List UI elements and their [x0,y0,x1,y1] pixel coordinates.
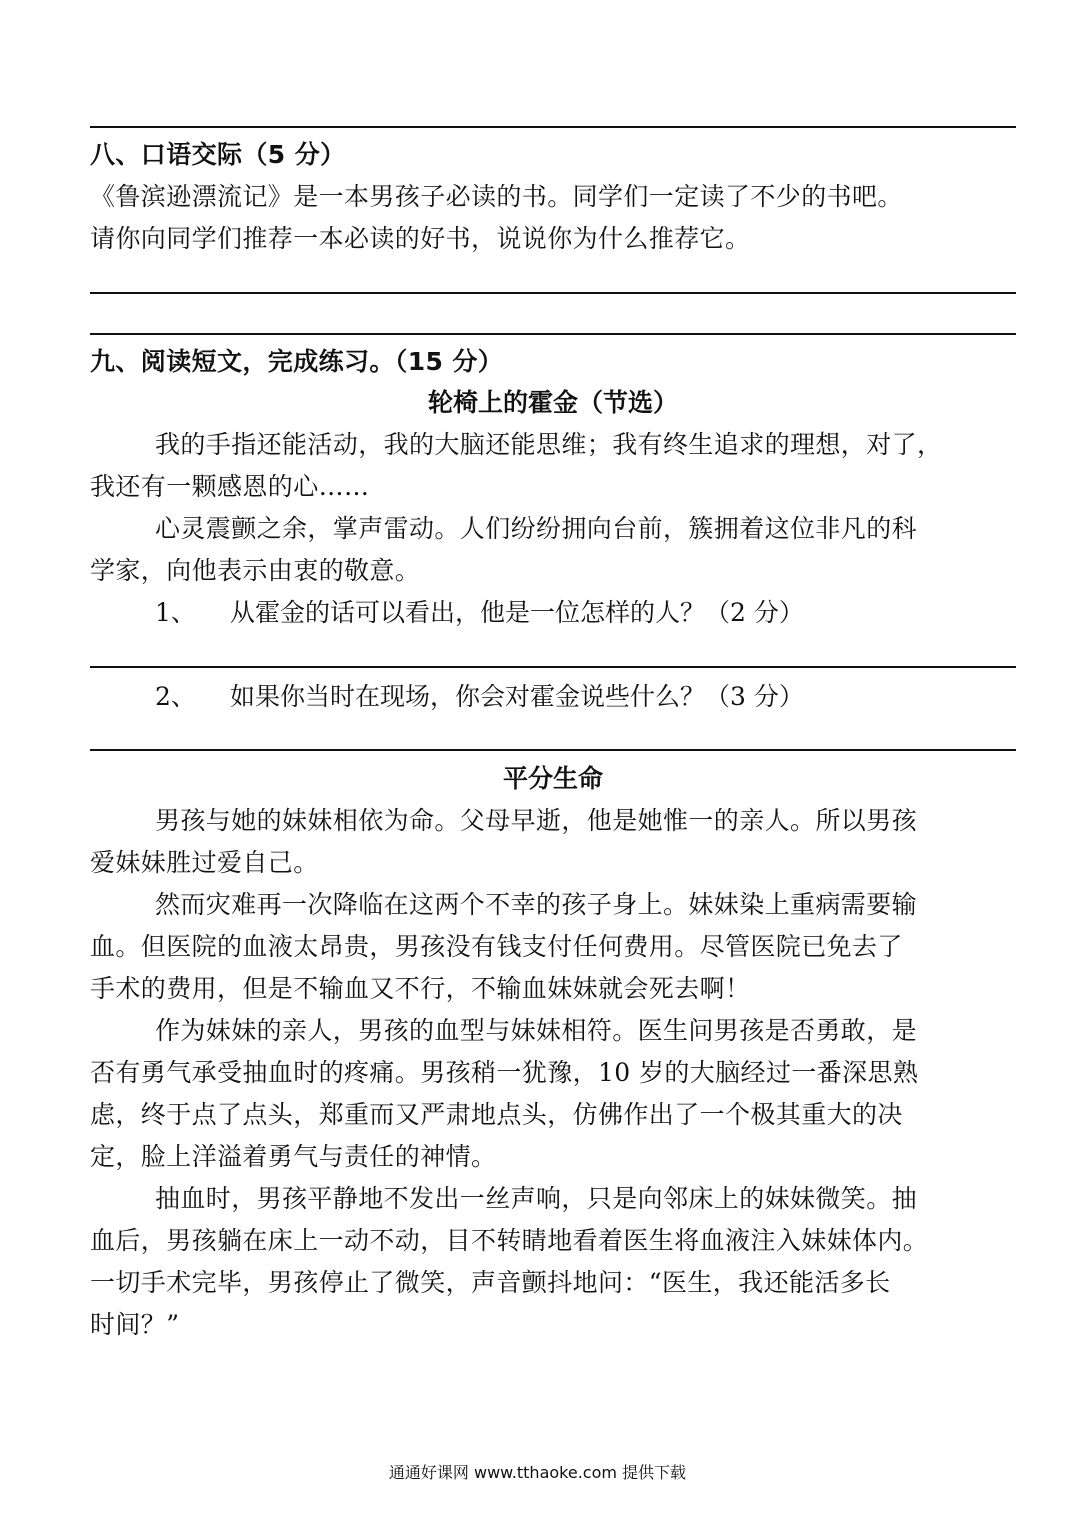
passage-1-p1-line-1: 我的手指还能活动，我的大脑还能思维；我有终生追求的理想，对了， [155,430,943,459]
passage-2-p4-line-1: 抽血时，男孩平静地不发出一丝声响，只是向邻床上的妹妹微笑。抽 [155,1184,918,1213]
passage-2-p1-line-2: 爱妹妹胜过爱自己。 [90,848,319,877]
passage-2-p4-line-2: 血后，男孩躺在床上一动不动，目不转睛地看着医生将血液注入妹妹体内。 [90,1226,929,1255]
passage-1-p1-line-2: 我还有一颗感恩的心…… [90,472,370,501]
section-8-heading: 八、口语交际（5 分） [90,140,346,169]
page-footer: 通通好课网 www.tthaoke.com 提供下载 [388,1463,687,1482]
passage-2-title: 平分生命 [502,764,603,793]
passage-1-title: 轮椅上的霍金（节选） [427,388,678,417]
passage-2-p3-line-3: 虑，终于点了点头，郑重而又严肃地点头，仿佛作出了一个极其重大的决 [90,1100,903,1129]
answer-line-8 [90,292,1016,294]
passage-2-p2-line-3: 手术的费用，但是不输血又不行，不输血妹妹就会死去啊！ [90,974,751,1003]
passage-2-p1-line-1: 男孩与她的妹妹相依为命。父母早逝，他是她惟一的亲人。所以男孩 [155,806,918,835]
passage-2-p3-line-4: 定，脸上洋溢着勇气与责任的神情。 [90,1142,497,1171]
section-9-heading: 九、阅读短文，完成练习。（15 分） [90,347,504,376]
passage-2-p2-line-2: 血。但医院的血液太昂贵，男孩没有钱支付任何费用。尽管医院已免去了 [90,932,903,961]
passage-2-p2-line-1: 然而灾难再一次降临在这两个不幸的孩子身上。妹妹染上重病需要输 [155,890,918,919]
question-1-text: 从霍金的话可以看出，他是一位怎样的人？（2 分） [230,598,804,627]
passage-2-p4-line-4: 时间？” [90,1310,180,1339]
section-8-line-1: 《鲁滨逊漂流记》是一本男孩子必读的书。同学们一定读了不少的书吧。 [90,182,903,211]
question-2-text: 如果你当时在现场，你会对霍金说些什么？（3 分） [230,682,804,711]
passage-2-p4-line-3: 一切手术完毕，男孩停止了微笑，声音颤抖地问：“医生，我还能活多长 [90,1268,891,1297]
passage-1-p2-line-1: 心灵震颤之余，掌声雷动。人们纷纷拥向台前，簇拥着这位非凡的科 [155,514,918,543]
question-2-number: 2、 [155,682,196,711]
passage-1-p2-line-2: 学家，向他表示由衷的敬意。 [90,556,421,585]
passage-2-p3-line-1: 作为妹妹的亲人，男孩的血型与妹妹相符。医生问男孩是否勇敢，是 [155,1016,918,1045]
passage-2-p3-line-2: 否有勇气承受抽血时的疼痛。男孩稍一犹豫，10 岁的大脑经过一番深思熟 [90,1058,919,1087]
divider-top [90,126,1016,128]
question-1-number: 1、 [155,598,196,627]
section-8-line-2: 请你向同学们推荐一本必读的好书，说说你为什么推荐它。 [90,224,751,253]
answer-line-q1 [90,666,1016,668]
divider-section-9 [90,333,1016,335]
answer-line-q2 [90,749,1016,751]
